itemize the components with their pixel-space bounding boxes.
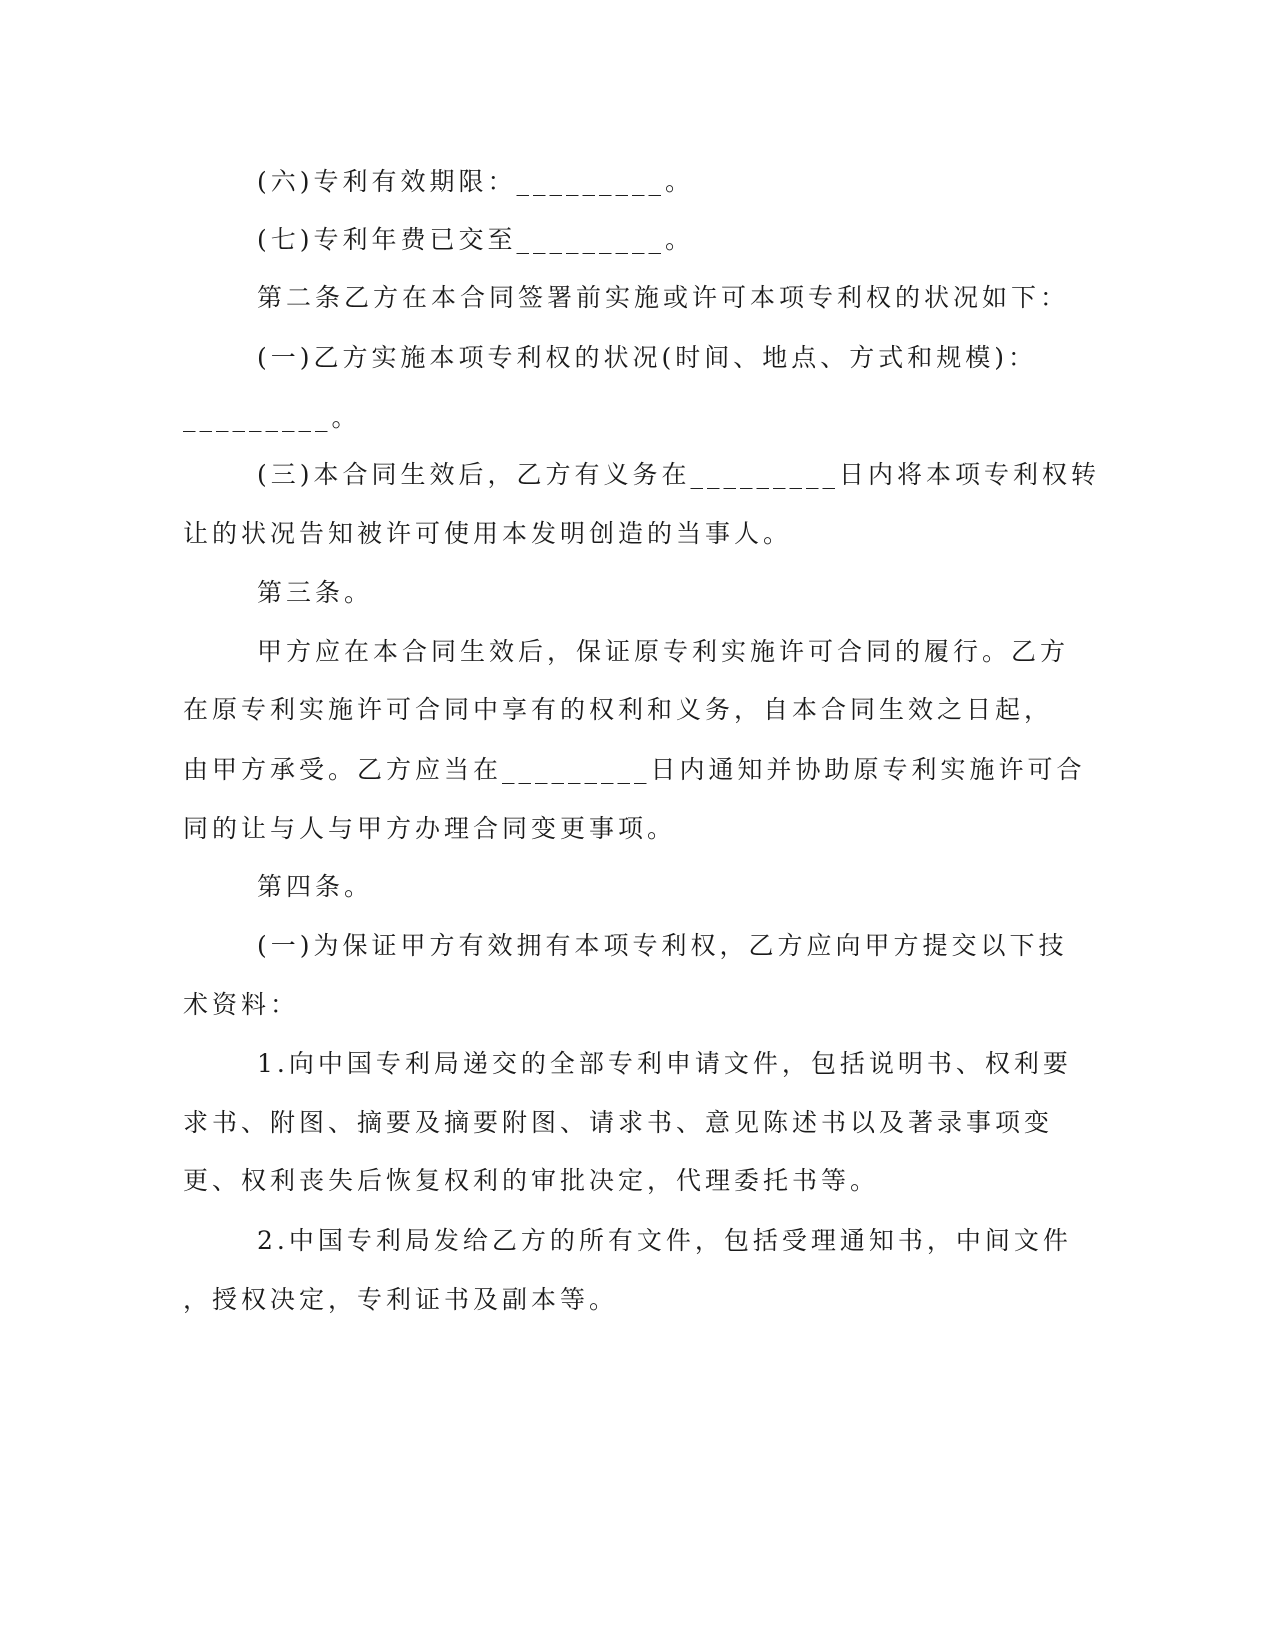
paragraph-line: (六)专利有效期限：_________。 — [257, 167, 695, 196]
paragraph-line: 第三条。 — [257, 578, 374, 607]
paragraph-line: 求书、附图、摘要及摘要附图、请求书、意见陈述书以及著录事项变 — [183, 1108, 1054, 1137]
paragraph-line: 术资料： — [183, 990, 300, 1019]
paragraph-line: ，授权决定，专利证书及副本等。 — [183, 1285, 619, 1314]
paragraph-line: 在原专利实施许可合同中享有的权利和义务，自本合同生效之日起， — [183, 695, 1054, 724]
paragraph-line: 2.中国专利局发给乙方的所有文件，包括受理通知书，中间文件 — [257, 1226, 1072, 1255]
paragraph-line: _________。 — [183, 403, 361, 432]
paragraph-line: 让的状况告知被许可使用本发明创造的当事人。 — [183, 519, 793, 548]
paragraph-line: 1.向中国专利局递交的全部专利申请文件，包括说明书、权利要 — [257, 1049, 1072, 1078]
paragraph-line: 甲方应在本合同生效后，保证原专利实施许可合同的履行。乙方 — [257, 637, 1070, 666]
paragraph-line: (一)为保证甲方有效拥有本项专利权，乙方应向甲方提交以下技 — [257, 931, 1068, 960]
paragraph-line: 由甲方承受。乙方应当在_________日内通知并协助原专利实施许可合 — [183, 755, 1086, 784]
paragraph-line: 同的让与人与甲方办理合同变更事项。 — [183, 814, 677, 843]
paragraph-line: (七)专利年费已交至_________。 — [257, 225, 695, 254]
paragraph-line: 更、权利丧失后恢复权利的审批决定，代理委托书等。 — [183, 1166, 880, 1195]
paragraph-line: (一)乙方实施本项专利权的状况(时间、地点、方式和规模)： — [257, 343, 1038, 372]
paragraph-line: 第二条乙方在本合同签署前实施或许可本项专利权的状况如下： — [257, 283, 1070, 312]
paragraph-line: (三)本合同生效后，乙方有义务在_________日内将本项专利权转 — [257, 460, 1101, 489]
paragraph-line: 第四条。 — [257, 872, 374, 901]
